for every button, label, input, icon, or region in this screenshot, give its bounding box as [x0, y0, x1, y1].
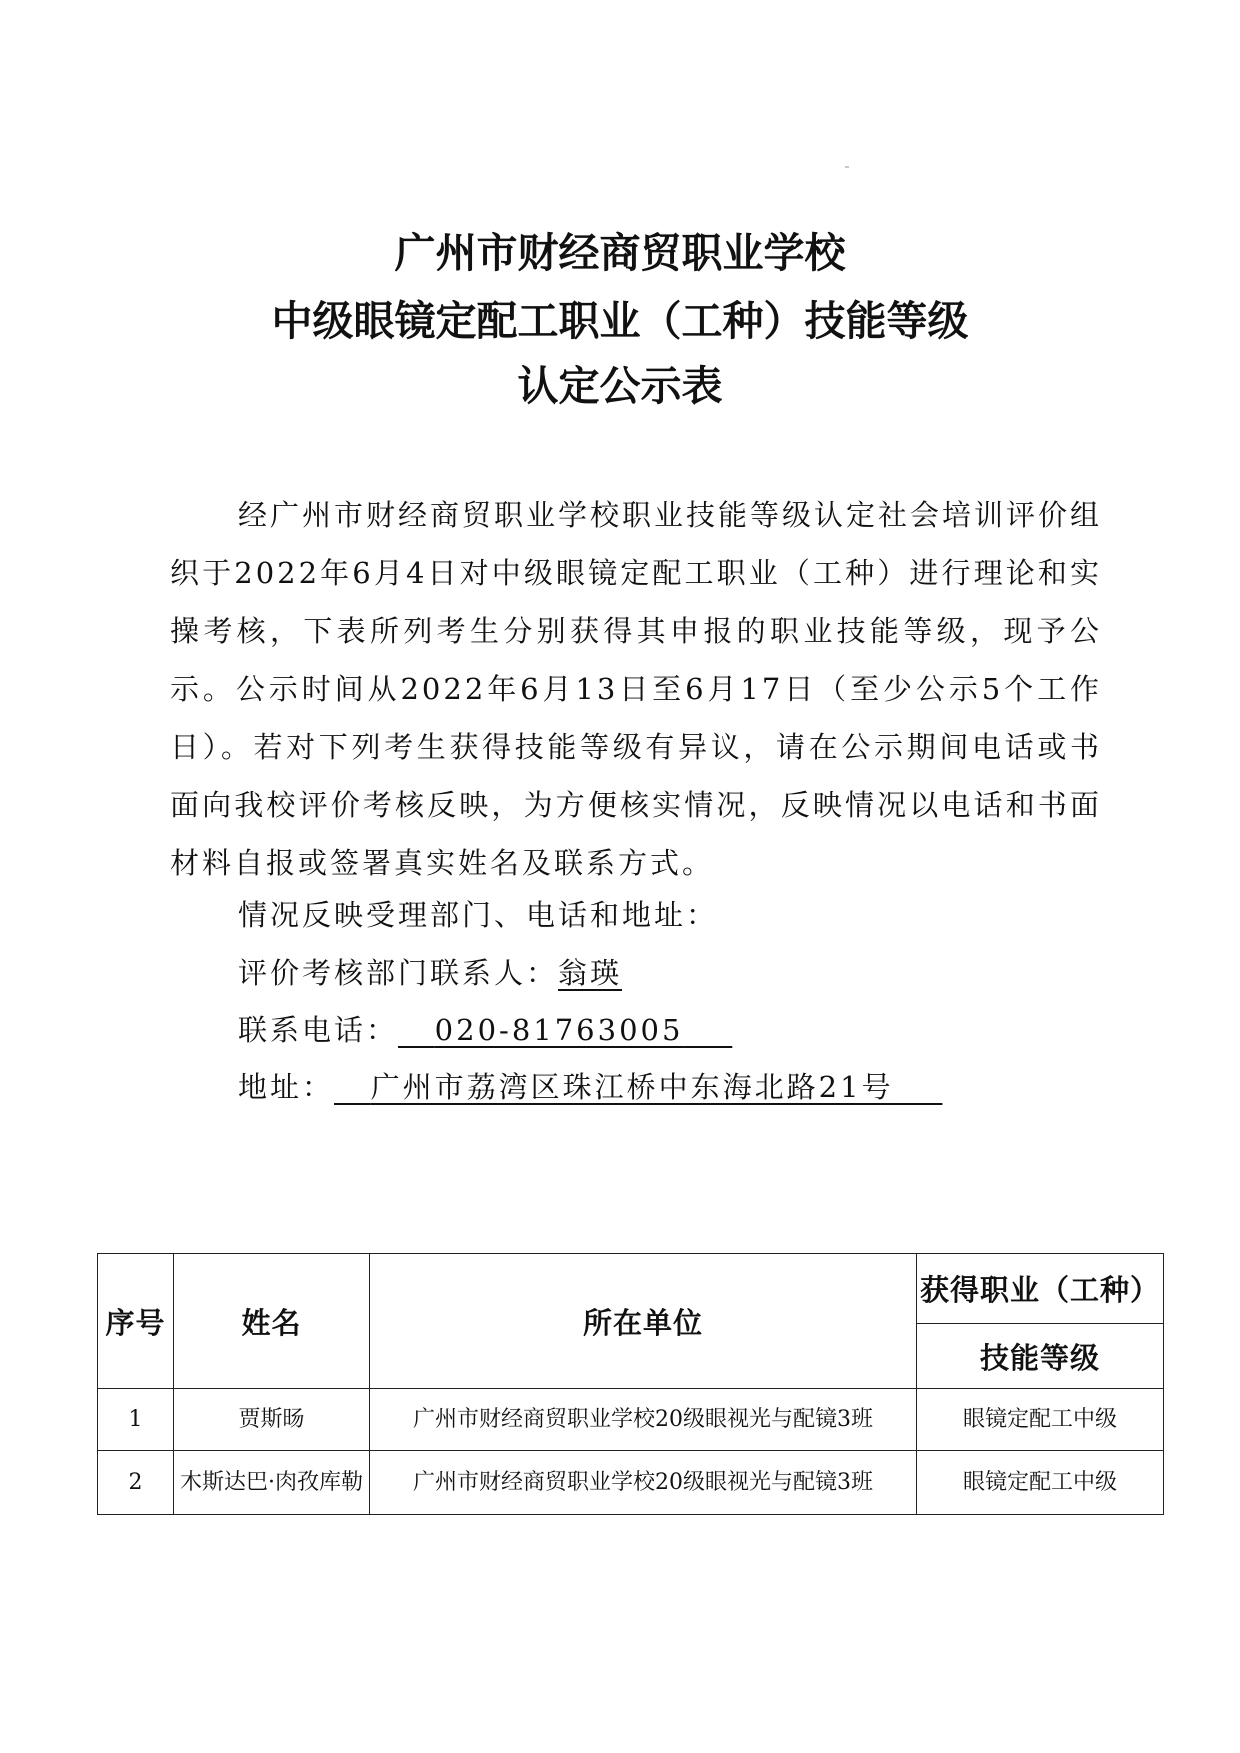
table-row	[98, 1451, 1164, 1515]
cell-index: 2	[98, 1451, 174, 1515]
complaint-dept-line: 情况反映受理部门、电话和地址：	[238, 898, 719, 932]
document-title-notice: 认定公示表	[517, 362, 723, 410]
cell-level: 眼镜定配工中级	[917, 1389, 1164, 1451]
contact-person-line	[238, 953, 622, 993]
table-header-row	[98, 1254, 1164, 1324]
header-level: 技能等级	[917, 1324, 1164, 1389]
header-name: 姓名	[174, 1254, 370, 1389]
cell-index: 1	[98, 1389, 174, 1451]
cell-unit: 广州市财经商贸职业学校20级眼视光与配镜3班	[370, 1451, 917, 1515]
candidate-table	[97, 1253, 1164, 1515]
address-label: 地址：	[238, 1070, 335, 1104]
scan-mark	[845, 166, 849, 168]
cell-name: 木斯达巴·肉孜库勒	[174, 1451, 370, 1515]
header-occupation: 获得职业（工种）	[917, 1254, 1164, 1324]
document-title-occupation: 中级眼镜定配工职业（工种）技能等级	[271, 297, 969, 345]
contact-phone-label: 联系电话：	[238, 1013, 399, 1047]
contact-person-name: 翁瑛	[558, 956, 623, 990]
address-line	[238, 1067, 942, 1107]
cell-level: 眼镜定配工中级	[917, 1451, 1164, 1515]
contact-phone-value	[398, 1013, 732, 1047]
cell-unit: 广州市财经商贸职业学校20级眼视光与配镜3班	[370, 1389, 917, 1451]
header-index: 序号	[98, 1254, 174, 1389]
document-title-school: 广州市财经商贸职业学校	[394, 229, 846, 277]
address-value	[334, 1070, 942, 1104]
notice-paragraph: 经广州市财经商贸职业学校职业技能等级认定社会培训评价组织于2022年6月4日对中级眼镜定配工职业（工种）进行理论和实操考核，下表所列考生分别获得其申报的职业技能等级，现予公示。公示时间从2022年6月13日至6月17日（至少公示5个工作日）。若对下列考生获得技能等级有异议，请在公示期间电话或书面向我校评价考核反映，为方便核实情况，反映情况以电话和书面材料自报或签署真实姓名及联系方式。	[170, 498, 1103, 880]
header-unit: 所在单位	[370, 1254, 917, 1389]
table-row	[98, 1389, 1164, 1451]
contact-phone-line	[238, 1010, 732, 1050]
cell-name: 贾斯旸	[174, 1389, 370, 1451]
address-text: 广州市荔湾区珠江桥中东海北路21号	[370, 1070, 894, 1104]
contact-person-label: 评价考核部门联系人：	[238, 956, 559, 990]
contact-phone-number: 020-81763005	[434, 1013, 684, 1047]
